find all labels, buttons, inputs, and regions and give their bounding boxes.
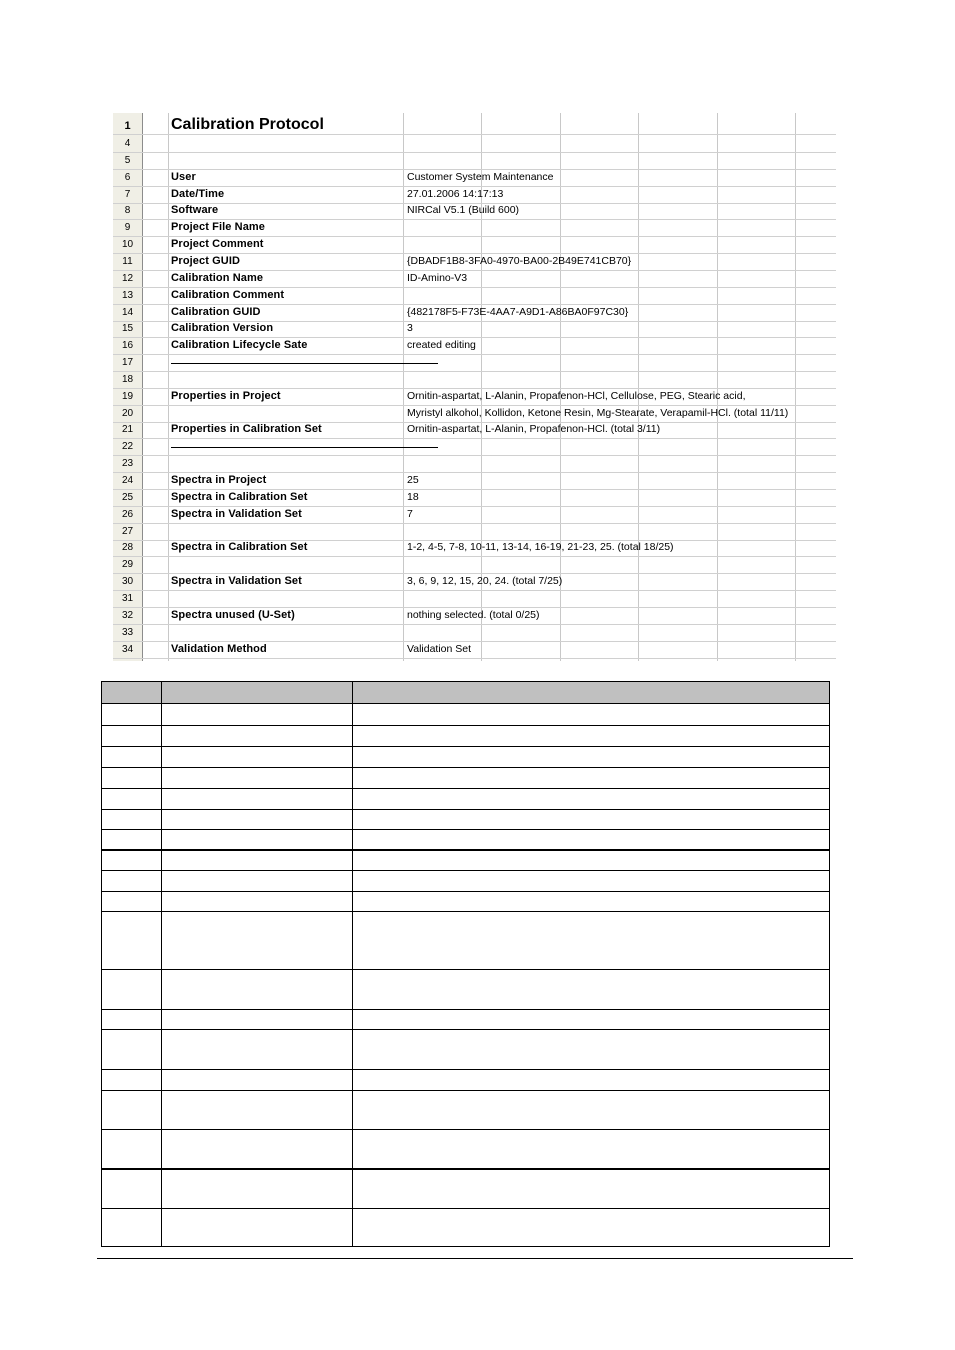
field-label: Spectra in Validation Set (171, 507, 302, 520)
field-label: Project Comment (171, 238, 264, 251)
field-label: Calibration Version (171, 322, 274, 335)
row-number: 30 (121, 576, 134, 588)
row-number: 29 (121, 559, 134, 571)
field-label: User (171, 170, 196, 183)
spreadsheet-screenshot (113, 113, 836, 661)
field-label: Spectra in Calibration Set (171, 490, 308, 503)
blank-table (101, 681, 830, 1247)
row-number: 21 (121, 424, 134, 436)
sheet-row (113, 607, 836, 625)
table-row-line (102, 809, 829, 810)
sheet-row (113, 135, 836, 153)
table-row-line (102, 788, 829, 789)
row-number: 6 (124, 171, 131, 183)
field-label: Spectra in Project (171, 474, 267, 486)
field-value: nothing selected. (total 0/25) (407, 608, 540, 621)
table-header-row (102, 682, 829, 704)
field-value: 27.01.2006 14:17:13 (407, 187, 504, 200)
table-row-line (102, 969, 829, 970)
separator-line (171, 363, 438, 364)
field-label: Validation Method (171, 642, 267, 655)
row-number: 5 (124, 154, 131, 166)
field-label: Project GUID (171, 254, 241, 267)
sheet-row (113, 438, 836, 456)
row-number: 4 (124, 138, 131, 149)
row-number: 15 (121, 323, 134, 335)
table-row-line (102, 725, 829, 726)
sheet-row (113, 421, 836, 439)
field-value: ID-Amino-V3 (407, 271, 468, 284)
row-number: 14 (121, 306, 134, 318)
table-row-line (102, 911, 829, 912)
table-row-line (102, 1090, 829, 1091)
row-number: 24 (121, 475, 134, 486)
row-number: 11 (122, 255, 133, 267)
row-number: 9 (124, 222, 131, 234)
sheet-row (113, 590, 836, 608)
field-value: Validation Set (407, 642, 472, 655)
sheet-row (113, 573, 836, 591)
sheet-row (113, 641, 836, 659)
field-value: {482178F5-F73E-4AA7-A9D1-A86BA0F97C30} (407, 305, 629, 318)
row-number: 10 (121, 239, 134, 251)
sheet-row (113, 455, 836, 473)
sheet-row (113, 236, 836, 254)
field-label: Date/Time (171, 187, 225, 200)
field-value: Ornitin-aspartat, L-Alanin, Propafenon-HCl, Cellulose, PEG, Stearic acid, (407, 389, 746, 402)
sheet-row (113, 270, 836, 288)
sheet-row (113, 489, 836, 507)
sheet-row (113, 202, 836, 220)
table-row-line (102, 870, 829, 871)
row-number: 12 (121, 272, 134, 284)
field-label: Project File Name (171, 221, 266, 234)
row-number: 8 (124, 205, 131, 217)
row-number: 34 (121, 643, 134, 655)
row-number: 13 (121, 289, 134, 301)
table-row-line (102, 1129, 829, 1130)
row-number: 17 (121, 357, 134, 369)
table-row-line (102, 829, 829, 830)
field-value: Customer System Maintenance (407, 170, 554, 183)
field-label: Calibration Comment (171, 288, 285, 301)
table-row-line (102, 746, 829, 747)
sheet-row (113, 556, 836, 574)
separator-line (171, 447, 438, 448)
field-value: {DBADF1B8-3FA0-4970-BA00-2B49E741CB70} (407, 254, 632, 267)
row-number: 28 (121, 542, 134, 554)
field-value: 7 (407, 507, 413, 520)
row-number: 7 (124, 188, 131, 200)
sheet-row (113, 337, 836, 355)
field-label: Calibration GUID (171, 305, 261, 318)
sheet-row (113, 624, 836, 642)
field-label: Calibration Name (171, 271, 264, 284)
field-label: Calibration Lifecycle Sate (171, 339, 308, 352)
sheet-title: Calibration Protocol (171, 116, 324, 133)
sheet-row (113, 287, 836, 305)
sheet-row (113, 371, 836, 389)
row-number: 16 (121, 340, 134, 352)
row-number: 20 (121, 407, 134, 419)
table-row-line (102, 1009, 829, 1010)
field-value: 3, 6, 9, 12, 15, 20, 24. (total 7/25) (407, 575, 563, 588)
field-value: created editing (407, 339, 476, 352)
sheet-row (113, 405, 836, 423)
sheet-row (113, 169, 836, 187)
table-row-line (102, 849, 829, 851)
sheet-row (113, 219, 836, 237)
row-number: 22 (121, 441, 134, 453)
row-number: 26 (121, 508, 134, 520)
sheet-title-row (113, 113, 836, 135)
table-row-line (102, 1168, 829, 1170)
field-value: Myristyl alkohol, Kollidon, Ketone Resin, Mg-Stearate, Verapamil-HCl. (total 11/11) (407, 406, 789, 419)
row-number: 19 (121, 390, 134, 402)
field-label: Spectra in Calibration Set (171, 541, 308, 554)
row-number: 33 (121, 626, 134, 638)
footer-rule (97, 1258, 853, 1259)
field-label: Spectra unused (U-Set) (171, 608, 295, 621)
row-number: 23 (121, 458, 134, 470)
field-value: 25 (407, 474, 419, 486)
row-number: 31 (121, 592, 134, 604)
sheet-row (113, 186, 836, 204)
sheet-row (113, 506, 836, 524)
sheet-row (113, 320, 836, 338)
field-label: Properties in Project (171, 389, 281, 402)
row-number: 18 (121, 373, 134, 385)
sheet-row (113, 539, 836, 557)
sheet-row (113, 152, 836, 170)
field-value: 1-2, 4-5, 7-8, 10-11, 13-14, 16-19, 21-23, 25. (total 18/25) (407, 541, 674, 554)
sheet-row (113, 523, 836, 541)
table-row-line (102, 767, 829, 768)
field-label: Properties in Calibration Set (171, 423, 322, 436)
table-row-line (102, 1029, 829, 1030)
row-number: 25 (121, 491, 134, 503)
field-value: Ornitin-aspartat, L-Alanin, Propafenon-HCl. (total 3/11) (407, 423, 661, 436)
field-value: 3 (407, 322, 413, 335)
field-value: NIRCal V5.1 (Build 600) (407, 204, 520, 217)
sheet-row (113, 472, 836, 490)
sheet-row (113, 304, 836, 322)
field-label: Software (171, 204, 219, 217)
row-number: 1 (124, 120, 131, 132)
field-value: 18 (407, 490, 419, 503)
table-row-line (102, 1208, 829, 1209)
table-row-line (102, 1069, 829, 1070)
sheet-row (113, 253, 836, 271)
row-number: 32 (121, 609, 134, 621)
sheet-row (113, 354, 836, 372)
table-row-line (102, 891, 829, 892)
field-label: Spectra in Validation Set (171, 575, 302, 588)
sheet-row (113, 388, 836, 406)
row-number: 27 (121, 525, 134, 537)
